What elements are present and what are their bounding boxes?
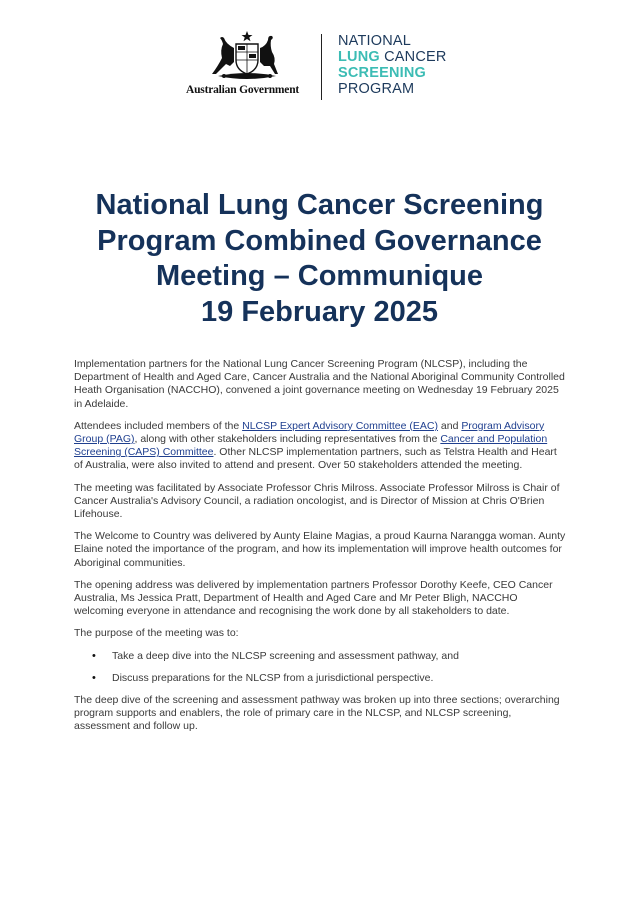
list-item: • Take a deep dive into the NLCSP screening and assessment pathway, and [74,650,566,663]
logo-divider [321,34,322,100]
coat-of-arms-icon [204,30,290,82]
list-item: • Discuss preparations for the NLCSP from a jurisdictional perspective. [74,672,566,685]
government-name: Australian Government [186,84,300,96]
paragraph-facilitator: The meeting was facilitated by Associate Professor Chris Milross. Associate Professor Milross is Chair of Cancer Australia's Advisory Council, a radiation oncologist, and is Director of Mission at Chris O'Brien Lifehouse. [74,481,560,521]
logo-word-lung: LUNG [338,49,380,65]
attendees-text-1: Attendees included members of the [74,419,243,432]
attendees-text-4: . Other NLCSP implementation partners, such as Telstra Health and Heart of Australia, were also invited to attend and present. Over 50 stakeholders attended the meeting. [74,446,557,472]
link-program-advisory-group[interactable]: Program Advisory Group (PAG) [74,419,545,446]
document-header [186,30,476,102]
attendees-text-2: and [437,419,462,432]
title-line-4: 19 February 2025 [201,295,438,328]
logo-word-cancer: CANCER [384,49,447,65]
title-line-3: Meeting – Communique [155,260,484,292]
australian-government-logo [186,30,311,102]
link-expert-advisory-committee[interactable]: NLCSP Expert Advisory Committee (EAC) [242,419,438,432]
link-caps-committee[interactable]: Cancer and Population Screening (CAPS) Committee [74,433,548,459]
paragraph-deep-dive: The deep dive of the screening and assessment pathway was broken up into three sections; overarching program supports and enablers, the role of primary care in the NLCSP, and NLCSP screening, assessment and follow up. [74,694,560,733]
paragraph-intro: Implementation partners for the National Lung Cancer Screening Program (NLCSP), including the Department of Health and Aged Care, Cancer Australia and the National Aboriginal Community Controlled Heath Organisation (NACCHO), convened a joint governance meeting on Wednesday 19 February 2025 in Adelaide. [74,358,565,410]
purpose-list [74,650,566,685]
attendees-text-3: , along with other stakeholders including representatives from the [134,433,441,446]
title-line-2: Program Combined Governance [97,224,542,257]
paragraph-purpose: The purpose of the meeting was to: [74,627,239,640]
nlcsp-logo [338,33,447,97]
logo-line-screening: SCREENING [338,65,427,81]
logo-line-program: PROGRAM [338,81,415,97]
paragraph-welcome: The Welcome to Country was delivered by Aunty Elaine Magias, a proud Kaurna Narangga woman. Aunty Elaine noted the importance of the program, and how its implementation will improve health outcomes for Aboriginal communities. [74,530,566,569]
title-line-1: National Lung Cancer Screening [95,189,544,221]
communique-body [74,358,566,743]
paragraph-opening-address: The opening address was delivered by implementation partners Professor Dorothy Keefe, CEO Cancer Australia, Ms Jessica Pratt, Department of Health and Aged Care and Mr Peter Bligh, NACCHO welcoming everyone in attendance and recognising the work done by all stakeholders to date. [74,578,553,618]
logo-line-national: NATIONAL [338,33,412,49]
page-title [40,188,599,330]
paragraph-attendees [74,420,566,473]
